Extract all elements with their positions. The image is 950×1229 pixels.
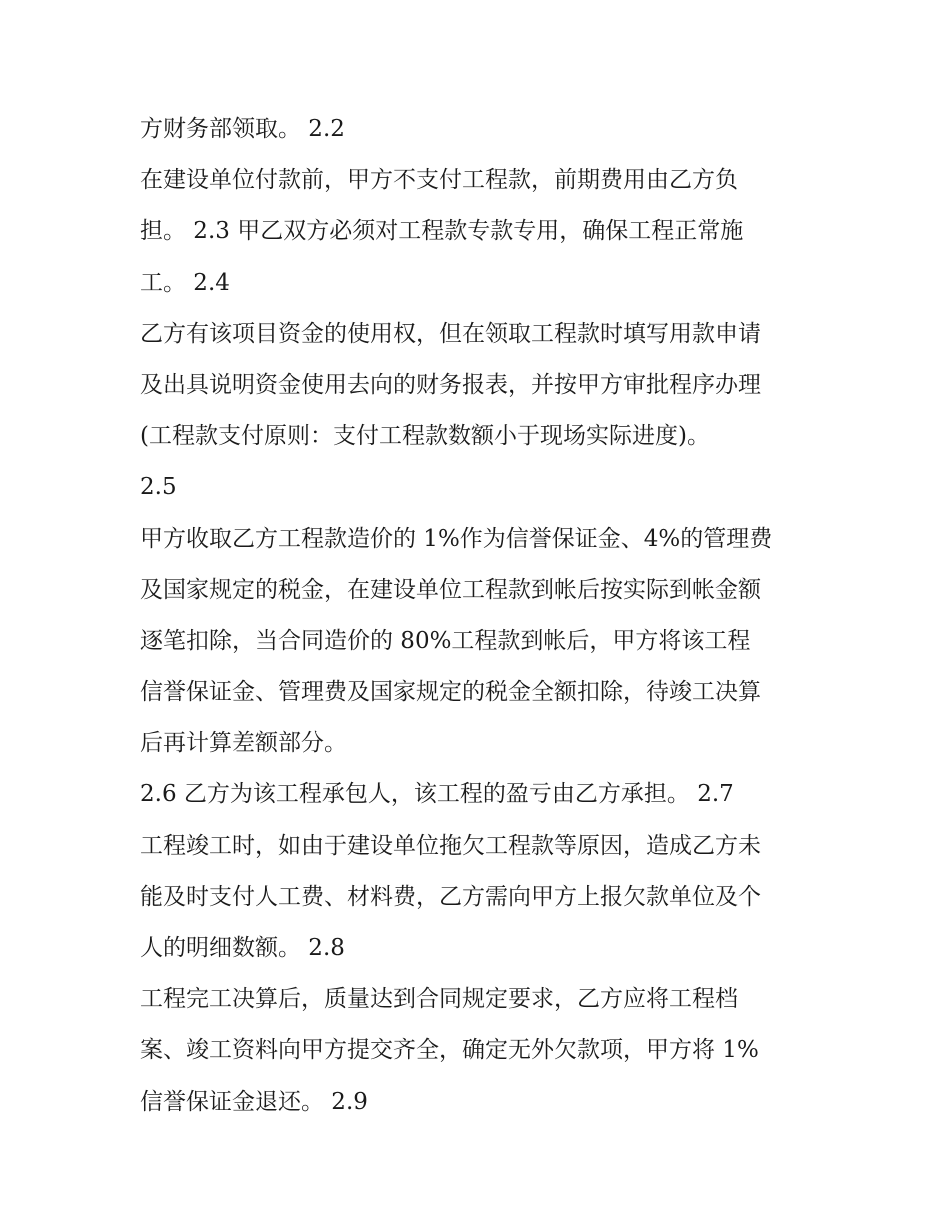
text-line: 及国家规定的税金，在建设单位工程款到帐后按实际到帐金额 — [140, 576, 761, 603]
text-line: 案、竣工资料向甲方提交齐全，确定无外欠款项，甲方将 1% — [140, 1037, 759, 1064]
text-line: 方财务部领取。 2.2 — [140, 116, 345, 142]
text-line: 担。 2.3 甲乙双方必须对工程款专款专用，确保工程正常施 — [140, 218, 744, 245]
text-line: 乙方有该项目资金的使用权，但在领取工程款时填写用款申请 — [140, 320, 761, 347]
text-line: 工。 2.4 — [140, 269, 230, 296]
text-line: 后再计算差额部分。 — [140, 730, 347, 757]
text-line: 2.5 — [140, 474, 177, 501]
contract-text — [140, 108, 830, 1132]
text-line: 工程完工决算后，质量达到合同规定要求，乙方应将工程档 — [140, 986, 738, 1013]
text-line: 能及时支付人工费、材料费，乙方需向甲方上报欠款单位及个 — [140, 883, 761, 910]
text-line: 甲方收取乙方工程款造价的 1%作为信誉保证金、4%的管理费 — [140, 525, 773, 552]
text-line: 工程竣工时，如由于建设单位拖欠工程款等原因，造成乙方未 — [140, 832, 761, 859]
text-line: (工程款支付原则：支付工程款数额小于现场实际进度)。 — [140, 423, 710, 450]
text-line: 人的明细数额。 2.8 — [140, 935, 345, 961]
text-line: 信誉保证金、管理费及国家规定的税金全额扣除，待竣工决算 — [140, 679, 761, 706]
text-line: 信誉保证金退还。 2.9 — [140, 1088, 368, 1115]
text-line: 逐笔扣除，当合同造价的 80%工程款到帐后，甲方将该工程 — [140, 627, 751, 654]
text-line: 及出具说明资金使用去向的财务报表，并按甲方审批程序办理 — [140, 371, 761, 398]
text-line: 2.6 乙方为该工程承包人，该工程的盈亏由乙方承担。 2.7 — [140, 781, 734, 808]
text-line: 在建设单位付款前，甲方不支付工程款，前期费用由乙方负 — [140, 167, 738, 194]
